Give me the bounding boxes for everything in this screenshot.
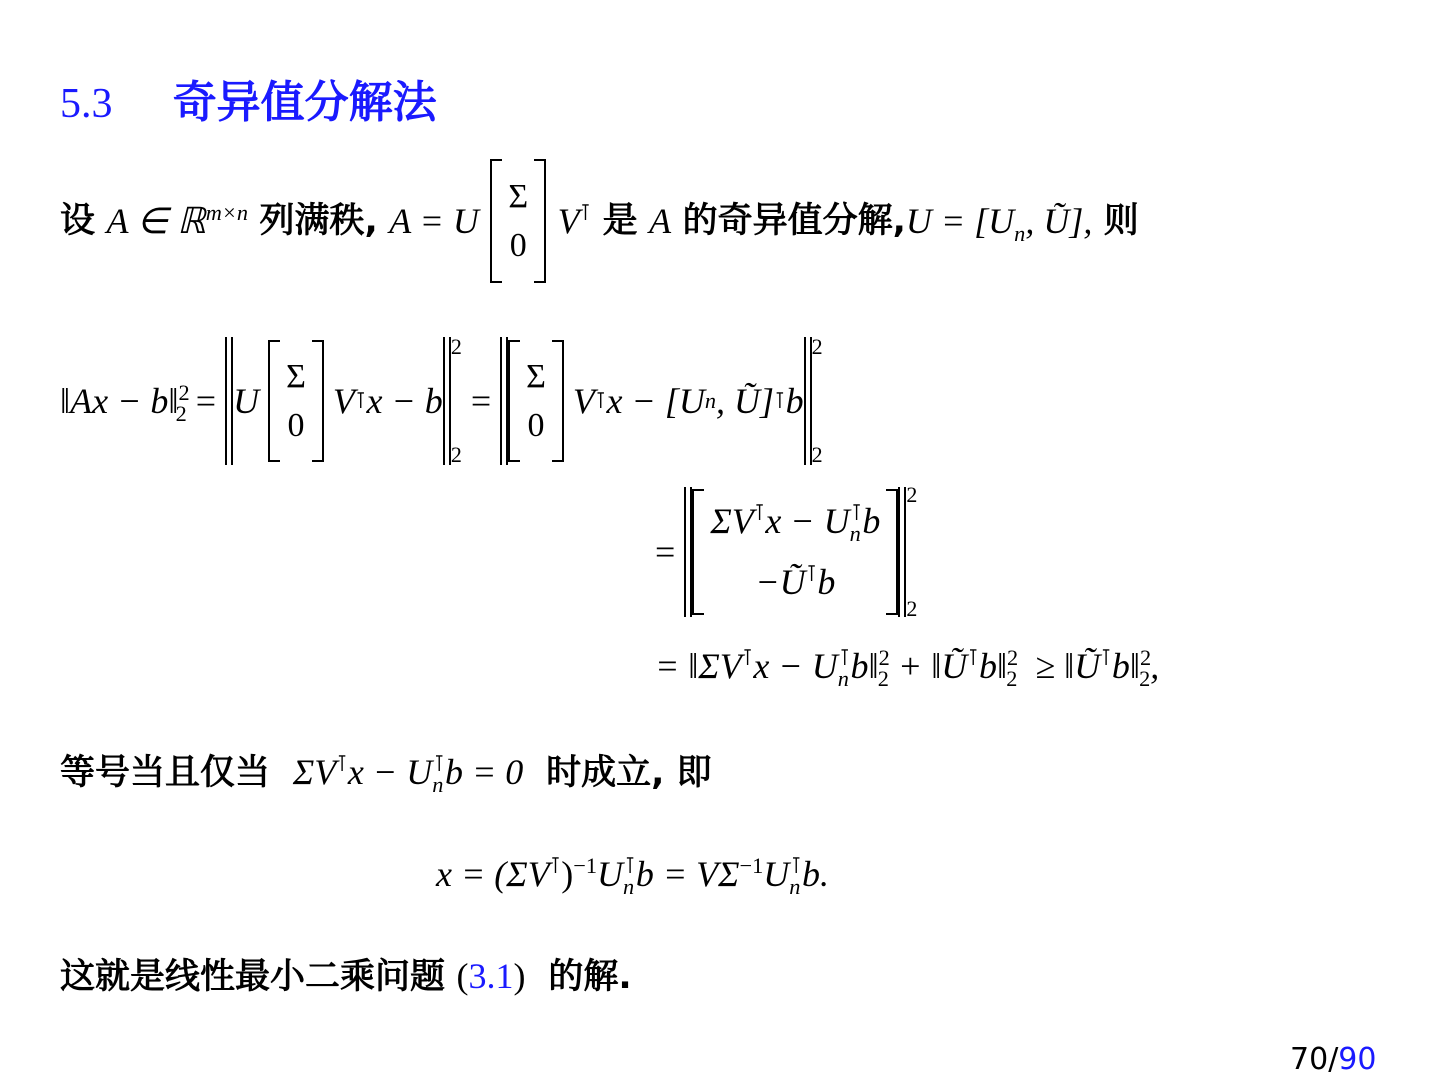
equation-reference-link[interactable]: 3.1 [468, 956, 514, 996]
text-is: 是 [602, 200, 638, 241]
section-number: 5.3 [60, 81, 113, 127]
text-equality-condition: 等号当且仅当 [60, 753, 271, 793]
text-svd: 的奇异值分解, [682, 200, 906, 241]
page-counter [1290, 1042, 1376, 1077]
section-heading [60, 66, 437, 130]
equation-row-2 [655, 484, 917, 620]
norm-bar-right [804, 337, 812, 465]
sigma-zero-matrix: Σ 0 [286, 357, 306, 444]
norm-bar-left [500, 337, 508, 465]
lhs-norm: ‖Ax − b‖$^2_2$ [60, 380, 190, 427]
math-a-eq-u: A = U [389, 201, 479, 241]
norm-bar-right [443, 337, 451, 465]
bracket-left [692, 489, 704, 615]
math-x-minus-b: x − b [366, 381, 443, 421]
sigma-zero-matrix [502, 172, 534, 271]
norm-exponents: 2 2 [906, 482, 918, 621]
matrix-entry: 0 [509, 227, 527, 264]
matrix-row-1: $\Sigma V^⊺x - U_n^⊺b$ [710, 499, 881, 546]
text-then: 则 [1103, 200, 1139, 241]
bracket-left [508, 340, 520, 462]
math-v: V [332, 381, 355, 421]
math-u-partition: $U = [U_n$, Ũ], [905, 201, 1093, 247]
sigma-zero-matrix: Σ 0 [526, 357, 546, 444]
conclusion-line: 这就是线性最小二乘问题 (3.1) 的解. [60, 956, 632, 997]
definition-line [60, 156, 1139, 286]
text-full-rank: 列满秩, [259, 200, 378, 241]
equation-row-3: = ‖ΣV⊺x − $U_n^⊺b‖^2_2$ + ‖Ũ⊺b‖$^2_2$ ≥ ‖Ũ⊺b‖$^2_2$, [655, 645, 1160, 692]
equals-sign: = [655, 532, 676, 572]
bracket-right [552, 340, 564, 462]
bracket-right [534, 159, 546, 283]
norm-bar-left [684, 487, 692, 617]
bracket-right [312, 340, 324, 462]
bracket-left [490, 159, 502, 283]
math-v-transpose: V⊺ [557, 200, 592, 241]
matrix-entry: Σ [508, 177, 529, 215]
norm-exponents: 2 2 [811, 334, 823, 467]
text-holds: 时成立, 即 [546, 753, 712, 793]
text-conclusion: 这就是线性最小二乘问题 [60, 957, 446, 997]
norm-exponents: 2 2 [450, 334, 462, 467]
norm-bar-right [898, 487, 906, 617]
bracket-right [886, 489, 898, 615]
math-x-minus-un: x − [U [606, 381, 705, 421]
total-pages-link[interactable]: 90 [1338, 1042, 1377, 1077]
equals-sign: = [195, 381, 217, 421]
current-page: 70 [1290, 1042, 1329, 1077]
text-solution: 的解. [548, 957, 632, 997]
section-title: 奇异值分解法 [172, 77, 437, 128]
text-she: 设 [60, 200, 96, 241]
math-a: A [649, 201, 672, 241]
math-condition: $\Sigma V^⊺x - U_n^⊺b = 0$ [292, 751, 524, 798]
math-u: U [233, 381, 260, 421]
condition-line [60, 751, 712, 798]
math-a-in-r: A ∈ ℝ$^{m\times n}$ [106, 200, 249, 241]
math-v: V [572, 381, 595, 421]
norm-bar-left [225, 337, 233, 465]
bracket-left [268, 340, 280, 462]
equation-row-1: ‖Ax − b‖$^2_2$ = U Σ 0 V ⊺ x − b 2 2 = Σ 0 V ⊺ x − [U n , Ũ] ⊺ b 2 2 [60, 334, 823, 467]
solution-equation: $x = (\Sigma V^⊺)^{-1}U_n^⊺b = V\Sigma^{-1}U_n^⊺b$. [436, 853, 830, 900]
page-separator: / [1328, 1042, 1339, 1077]
matrix-row-2: −Ũ⊺b [755, 561, 836, 602]
residual-block-matrix [704, 491, 886, 613]
equals-sign: = [470, 381, 492, 421]
